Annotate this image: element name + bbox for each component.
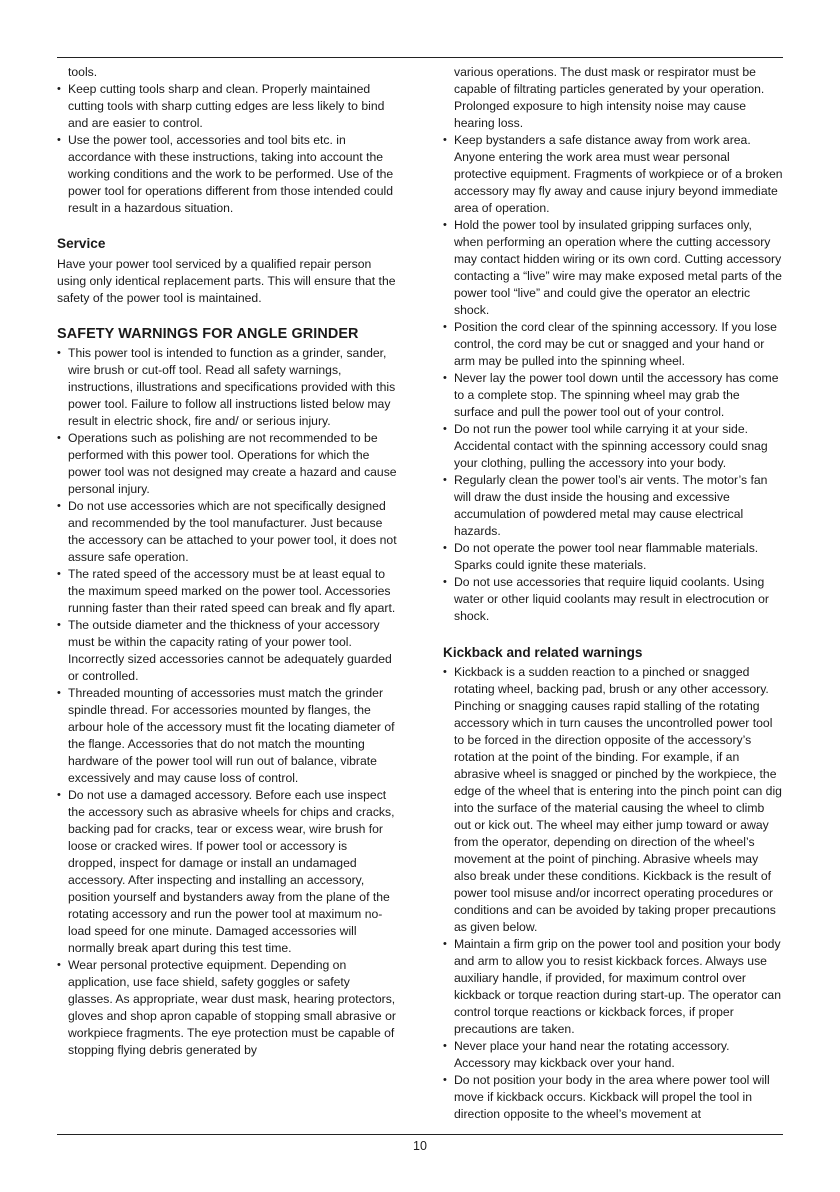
kickback-heading: Kickback and related warnings	[443, 645, 643, 660]
list-item: • The rated speed of the accessory must be at least equal to the maximum speed marked on the power tool. Accessories running faster than their rated speed can break and fly apart.	[57, 566, 397, 617]
list-item: • Keep bystanders a safe distance away from work area. Anyone entering the work area must wear personal protective equipment. Fragments of workpiece or of a broken accessory may fly away and cause injury beyond immediate area of operation.	[443, 132, 783, 217]
list-item: • Never lay the power tool down until the accessory has come to a complete stop. The spinning wheel may grab the surface and pull the power tool out of your control.	[443, 370, 783, 421]
list-item: • Keep cutting tools sharp and clean. Properly maintained cutting tools with sharp cutting edges are less likely to bind and are easier to control.	[57, 81, 397, 132]
list-item: • Do not position your body in the area where power tool will move if kickback occurs. Kickback will propel the tool in direction opposite to the wheel’s movement at	[443, 1072, 783, 1123]
list-item: • Do not run the power tool while carrying it at your side. Accidental contact with the spinning accessory could snag your clothing, pulling the accessory into your body.	[443, 421, 783, 472]
list-item: • Do not operate the power tool near flammable materials. Sparks could ignite these materials.	[443, 540, 783, 574]
list-item: • Do not use accessories that require liquid coolants. Using water or other liquid coolants may result in electrocution or shock.	[443, 574, 783, 625]
service-text: Have your power tool serviced by a qualified repair person using only identical replacement parts. This will ensure that the safety of the power tool is maintained.	[57, 257, 396, 305]
continued-text: various operations. The dust mask or respirator must be capable of filtrating particles generated by your operation. Prolonged exposure to high intensity noise may cause hearing loss.	[454, 65, 765, 130]
list-item: • Position the cord clear of the spinning accessory. If you lose control, the cord may be cut or snagged and your hand or arm may be pulled into the spinning wheel.	[443, 319, 783, 370]
list-item: • Use the power tool, accessories and tool bits etc. in accordance with these instructions, taking into account the working conditions and the work to be performed. Use of the power tool for operations different from those intended could result in a hazardous situation.	[57, 132, 397, 217]
list-item: • Maintain a firm grip on the power tool and position your body and arm to allow you to resist kickback forces. Always use auxiliary handle, if provided, for maximum control over kickback or torque reaction during start-up. The operator can control torque reactions or kickback forces, if proper precautions are taken.	[443, 936, 783, 1038]
list-item: • The outside diameter and the thickness of your accessory must be within the capacity rating of your power tool. Incorrectly sized accessories cannot be adequately guarded or controlled.	[57, 617, 397, 685]
page-number: 10	[413, 1139, 427, 1153]
list-item: • Operations such as polishing are not recommended to be performed with this power tool. Operations for which the power tool was not designed may create a hazard and cause personal injury.	[57, 430, 397, 498]
list-item: • Wear personal protective equipment. Depending on application, use face shield, safety goggles or safety glasses. As appropriate, wear dust mask, hearing protectors, gloves and shop apron capable of stopping small abrasive or workpiece fragments. The eye protection must be capable of stopping flying debris generated by	[57, 957, 397, 1059]
list-item: • Threaded mounting of accessories must match the grinder spindle thread. For accessories mounted by flanges, the arbour hole of the accessory must fit the locating diameter of the flange. Accessories that do not match the mounting hardware of the power tool will run out of balance, vibrate excessively and may cause loss of control.	[57, 685, 397, 787]
list-item: • Do not use accessories which are not specifically designed and recommended by the tool manufacturer. Just because the accessory can be attached to your power tool, it does not assure safe operation.	[57, 498, 397, 566]
top-rule	[57, 57, 783, 58]
list-item: • Hold the power tool by insulated gripping surfaces only, when performing an operation where the cutting accessory may contact hidden wiring or its own cord. Cutting accessory contacting a “live” wire may make exposed metal parts of the power tool “live” and could give the operator an electric shock.	[443, 217, 783, 319]
list-item: • Regularly clean the power tool’s air vents. The motor’s fan will draw the dust inside the housing and excessive accumulation of powdered metal may cause electrical hazards.	[443, 472, 783, 540]
safety-warnings-list	[57, 345, 397, 1059]
left-column	[57, 64, 397, 1059]
right-column	[443, 64, 783, 1123]
intro-list	[57, 81, 397, 217]
list-item: • This power tool is intended to function as a grinder, sander, wire brush or cut-off tool. Read all safety warnings, instructions, illustrations and specifications provided with this power tool. Failure to follow all instructions listed below may result in electric shock, fire and/ or serious injury.	[57, 345, 397, 430]
list-item: • Do not use a damaged accessory. Before each use inspect the accessory such as abrasive wheels for chips and cracks, backing pad for cracks, tear or excess wear, wire brush for loose or cracked wires. If power tool or accessory is dropped, inspect for damage or install an undamaged accessory. After inspecting and installing an accessory, position yourself and bystanders away from the plane of the rotating accessory and run the power tool at maximum no-load speed for one minute. Damaged accessories will normally break apart during this test time.	[57, 787, 397, 957]
continued-text: tools.	[68, 65, 98, 79]
kickback-list	[443, 664, 783, 1123]
list-item: • Never place your hand near the rotating accessory. Accessory may kickback over your hand.	[443, 1038, 783, 1072]
bottom-rule	[57, 1134, 783, 1135]
safety-warnings-heading: SAFETY WARNINGS FOR ANGLE GRINDER	[57, 326, 359, 342]
list-item: • Kickback is a sudden reaction to a pinched or snagged rotating wheel, backing pad, brush or any other accessory. Pinching or snagging causes rapid stalling of the rotating accessory which in turn causes the uncontrolled power tool to be forced in the direction opposite of the accessory’s rotation at the point of the binding. For example, if an abrasive wheel is snagged or pinched by the workpiece, the edge of the wheel that is entering into the pinch point can dig into the surface of the material causing the wheel to climb out or kick out. The wheel may either jump toward or away from the operator, depending on direction of the wheel’s movement at the point of pinching. Abrasive wheels may also break under these conditions. Kickback is the result of power tool misuse and/or incorrect operating procedures or conditions and can be avoided by taking proper precautions as given below.	[443, 664, 783, 936]
safety-warnings-list-continued	[443, 132, 783, 625]
service-heading: Service	[57, 236, 106, 251]
